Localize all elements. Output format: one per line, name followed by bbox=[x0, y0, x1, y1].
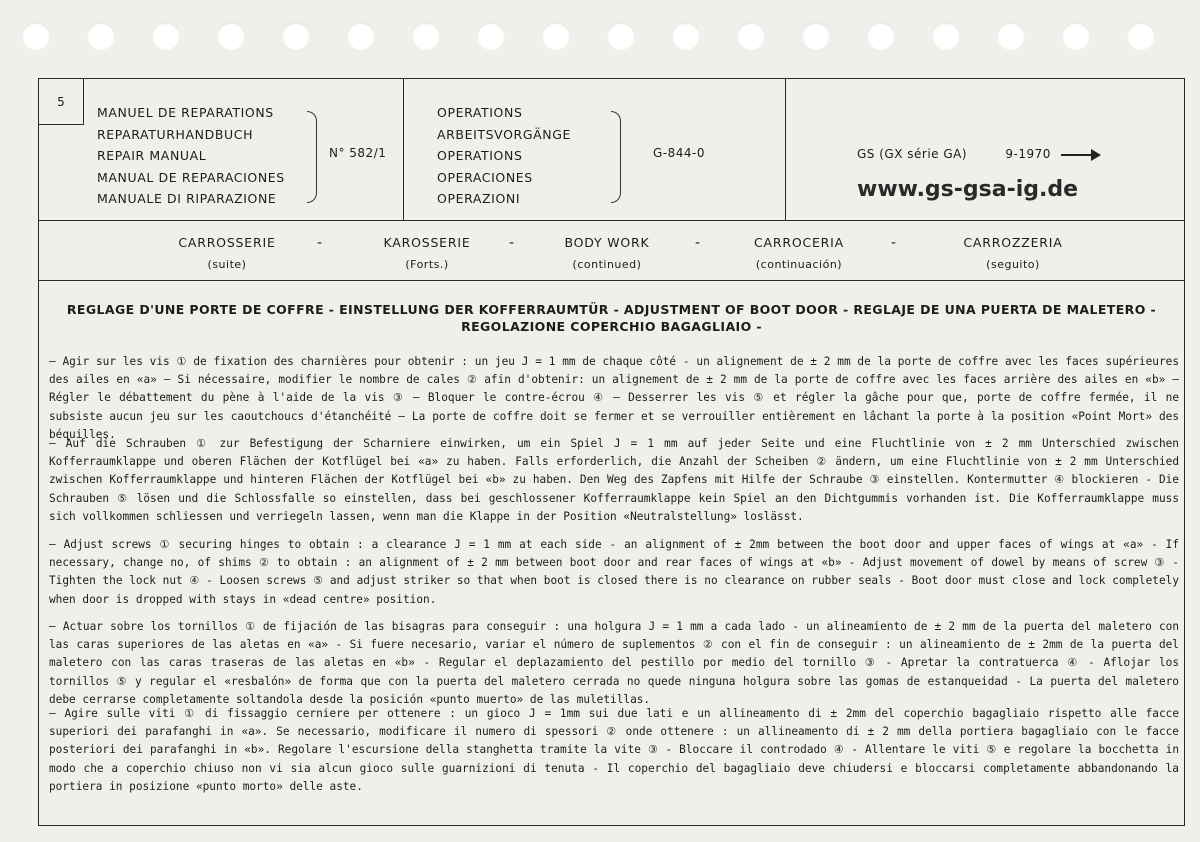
operations-title-de: ARBEITSVORGÄNGE bbox=[437, 126, 571, 142]
page-number: 5 bbox=[39, 79, 84, 125]
binder-hole bbox=[22, 22, 50, 50]
header-divider-1 bbox=[403, 79, 404, 220]
manual-title-de: REPARATURHANDBUCH bbox=[97, 126, 254, 142]
arrow-right-icon bbox=[1061, 154, 1099, 156]
binder-hole bbox=[607, 22, 635, 50]
date: 9-1970 bbox=[1005, 147, 1051, 161]
binder-hole bbox=[542, 22, 570, 50]
section-row bbox=[39, 221, 1184, 281]
section-separator: - bbox=[695, 235, 701, 251]
manual-title-en: REPAIR MANUAL bbox=[97, 148, 207, 163]
binder-hole bbox=[997, 22, 1025, 50]
model: GS (GX série GA) bbox=[857, 147, 968, 161]
binder-hole bbox=[1062, 22, 1090, 50]
header-block bbox=[39, 79, 1184, 221]
binder-hole bbox=[477, 22, 505, 50]
binder-hole bbox=[412, 22, 440, 50]
binder-hole bbox=[282, 22, 310, 50]
binder-hole bbox=[87, 22, 115, 50]
website-watermark: www.gs-gsa-ig.de bbox=[857, 177, 1079, 202]
header-divider-2 bbox=[785, 79, 786, 220]
section-fr: CARROSSERIE (suite) bbox=[178, 235, 276, 271]
binder-hole bbox=[1127, 22, 1155, 50]
section-separator: - bbox=[891, 235, 897, 251]
instructions-body bbox=[39, 281, 1184, 825]
paragraph-de: – Auf die Schrauben ① zur Befestigung der Scharniere einwirken, um ein Spiel J = 1 mm auf jeder Seite und eine Fluchtlinie von ± 2 mm Unterschied zwischen Kofferraumklappe und oberen Flächen der Kotflügel bei «a» zu haben. Falls erforderlich, die Anzahl der Scheiben ② ändern, um eine Fluchtlinie von ± 2 mm Unterschied zwischen Kofferraumklappe und hinteren Flächen der Kotflügel bei «b» zu haben. Den Weg des Zapfens mit Hilfe der Schraube ③ einstellen. Kontermutter ④ blockieren - Die Schrauben ⑤ lösen und die Schlossfalle so einstellen, dass bei geschlossener Kofferraumklappe kein Spiel an den Dichtgummis vorhanden ist. Die Kofferraumklappe muss sich vollkommen schliessen und verriegeln lassen, wenn man die Klappe in der Position «Neutralstellung» loslässt. bbox=[49, 437, 1179, 523]
manual-title-it: MANUALE DI RIPARAZIONE bbox=[97, 191, 277, 206]
manual-number: N° 582/1 bbox=[329, 146, 387, 160]
section-it: CARROZZERIA (seguito) bbox=[963, 235, 1063, 271]
operation-code: G-844-0 bbox=[653, 146, 705, 160]
binder-hole bbox=[152, 22, 180, 50]
paragraph-it: – Agire sulle viti ① di fissaggio cerniere per ottenere : un gioco J = 1mm sui due lati e un allineamento di ± 2mm del coperchio bagagliaio rispetto alle facce superiori dei parafanghi in «a». Se necessario, modificare il numero di spessori ② onde ottenere : un allineamento di ± 2 mm della portiera bagagliaio con le facce posteriori dei parafanghi in «b». Regolare l'escursione della stanghetta tramite la vite ③ - Bloccare il controdado ④ - Allentare le viti ⑤ e regolare la bocchetta in modo che a coperchio chiuso non vi sia alcun gioco sulle guarnizioni di tenuta - Il coperchio del bagagliaio deve chiudersi e bloccarsi completamente abbandonando la portiera in posizione «punto morto» delle aste. bbox=[49, 707, 1179, 793]
operations-title-es: OPERACIONES bbox=[437, 169, 533, 185]
binder-hole bbox=[932, 22, 960, 50]
procedure-title-line2: REGOLAZIONE COPERCHIO BAGAGLIAIO - bbox=[461, 319, 762, 334]
section-es: CARROCERIA (continuación) bbox=[753, 235, 845, 271]
operations-title-en: OPERATIONS bbox=[437, 148, 523, 163]
manual-sheet bbox=[38, 78, 1185, 826]
binder-hole bbox=[737, 22, 765, 50]
manual-title-es: MANUAL DE REPARACIONES bbox=[97, 169, 285, 185]
binder-holes bbox=[22, 22, 1182, 52]
model-line bbox=[857, 147, 1099, 161]
paragraph-es: – Actuar sobre los tornillos ① de fijación de las bisagras para conseguir : una holgura J = 1 mm a cada lado - un alineamiento de ± 2 mm de la puerta del maletero con las caras superiores de las aletas en «a» - Si fuere necesario, variar el número de suplementos ② con el fin de conseguir : un alineamiento de ± 2mm de la puerta del maletero con las caras traseras de las aletas en «b» - Regular el deplazamiento del pestillo por medio del tornillo ③ - Apretar la contratuerca ④ - Aflojar los tornillos ⑤ y regular el «resbalón» de forma que con la puerta del maletero cerrada no quede ninguna holgura sobre las gomas de estanqueidad - La puerta del maletero debe cerrarse completamente soltandola desde la posición «punto muerto» de las muletillas. bbox=[49, 620, 1179, 706]
paragraph-en: – Adjust screws ① securing hinges to obtain : a clearance J = 1 mm at each side - an alignment of ± 2mm between the boot door and upper faces of wings at «a» - If necessary, change no, of shims ② to obtain : an alignment of ± 2 mm between boot door and rear faces of wings at «b» - Adjust movement of dowel by means of screw ③ - Tighten the lock nut ④ - Loosen screws ⑤ and adjust striker so that when boot is closed there is no clearance on rubber seals - Boot door must close and lock completely when door is dropped with stays in «dead centre» position. bbox=[49, 538, 1179, 606]
section-de: KAROSSERIE (Forts.) bbox=[383, 235, 471, 271]
brace-right bbox=[611, 111, 621, 203]
binder-hole bbox=[867, 22, 895, 50]
section-separator: - bbox=[509, 235, 515, 251]
section-separator: - bbox=[317, 235, 323, 251]
procedure-title-line1: REGLAGE D'UNE PORTE DE COFFRE - EINSTELLUNG DER KOFFERRAUMTÜR - ADJUSTMENT OF BOOT DOOR - REGLAJE DE UNA PUERTA DE MALETERO - bbox=[66, 302, 1157, 317]
paragraph-fr: – Agir sur les vis ① de fixation des charnières pour obtenir : un jeu J = 1 mm de chaque côté - un alignement de ± 2 mm de la porte de coffre avec les faces supérieures des ailes en «a» – Si nécessaire, modifier le nombre de cales ② afin d'obtenir: un alignement de ± 2 mm de la porte de coffre avec les faces arrière des ailes en «b» – Régler le débattement du pène à l'aide de la vis ③ – Bloquer le contre-écrou ④ – Desserrer les vis ⑤ et régler la gâche pour que, porte de coffre fermée, il ne subsiste aucun jeu sur les caoutchoucs d'étanchéité – La porte de coffre doit se fermer et se verrouiller entièrement en lâchant la porte à la position «Point Mort» des béquilles. bbox=[49, 355, 1179, 441]
manual-title-fr: MANUEL DE REPARATIONS bbox=[97, 105, 274, 120]
section-en: BODY WORK (continued) bbox=[564, 235, 650, 271]
operations-title-fr: OPERATIONS bbox=[437, 105, 523, 120]
binder-hole bbox=[347, 22, 375, 50]
binder-hole bbox=[217, 22, 245, 50]
operations-title-it: OPERAZIONI bbox=[437, 191, 521, 206]
operations-titles bbox=[437, 102, 571, 210]
binder-hole bbox=[672, 22, 700, 50]
binder-hole bbox=[802, 22, 830, 50]
manual-titles bbox=[97, 102, 285, 210]
brace-left bbox=[307, 111, 317, 203]
